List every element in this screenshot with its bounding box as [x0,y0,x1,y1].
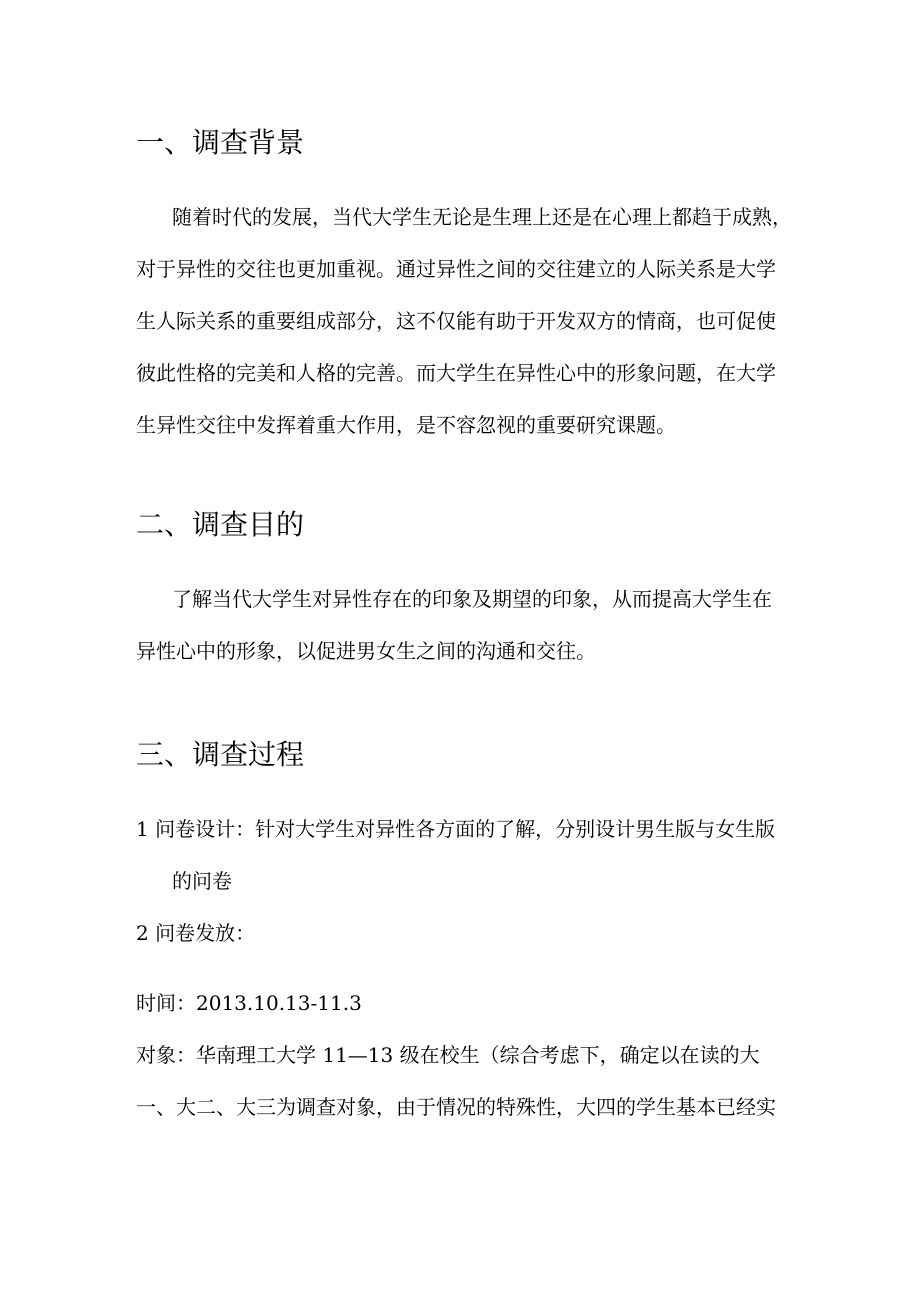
paragraph-line: 异性心中的形象，以促进男女生之间的沟通和交往。 [136,639,596,663]
paragraph-line: 彼此性格的完美和人格的完善。而大学生在异性心中的形象问题，在大学 [136,361,776,385]
detail-line-time: 时间：2013.10.13-11.3 [136,991,362,1015]
paragraph-line: 生异性交往中发挥着重大作用，是不容忽视的重要研究课题。 [136,413,676,437]
detail-line-subject: 对象：华南理工大学 11—13 级在校生（综合考虑下，确定以在读的大 [136,1043,760,1067]
paragraph-line: 随着时代的发展，当代大学生无论是生理上还是在心理上都趋于成熟， [172,205,792,229]
section-heading-process: 三、调查过程 [136,738,305,771]
section-heading-background: 一、调查背景 [136,126,305,159]
detail-line-subject-cont: 一、大二、大三为调查对象，由于情况的特殊性，大四的学生基本已经实 [136,1095,776,1119]
paragraph-line: 对于异性的交往也更加重视。通过异性之间的交往建立的人际关系是大学 [136,257,776,281]
paragraph-line: 生人际关系的重要组成部分，这不仅能有助于开发双方的情商，也可促使 [136,309,776,333]
section-heading-purpose: 二、调查目的 [136,508,305,541]
list-item-line: 2 问卷发放： [136,921,256,945]
list-item-line: 1 问卷设计：针对大学生对异性各方面的了解，分别设计男生版与女生版 [136,817,776,841]
list-item-line: 的问卷 [172,869,232,893]
paragraph-line: 了解当代大学生对异性存在的印象及期望的印象，从而提高大学生在 [172,587,772,611]
